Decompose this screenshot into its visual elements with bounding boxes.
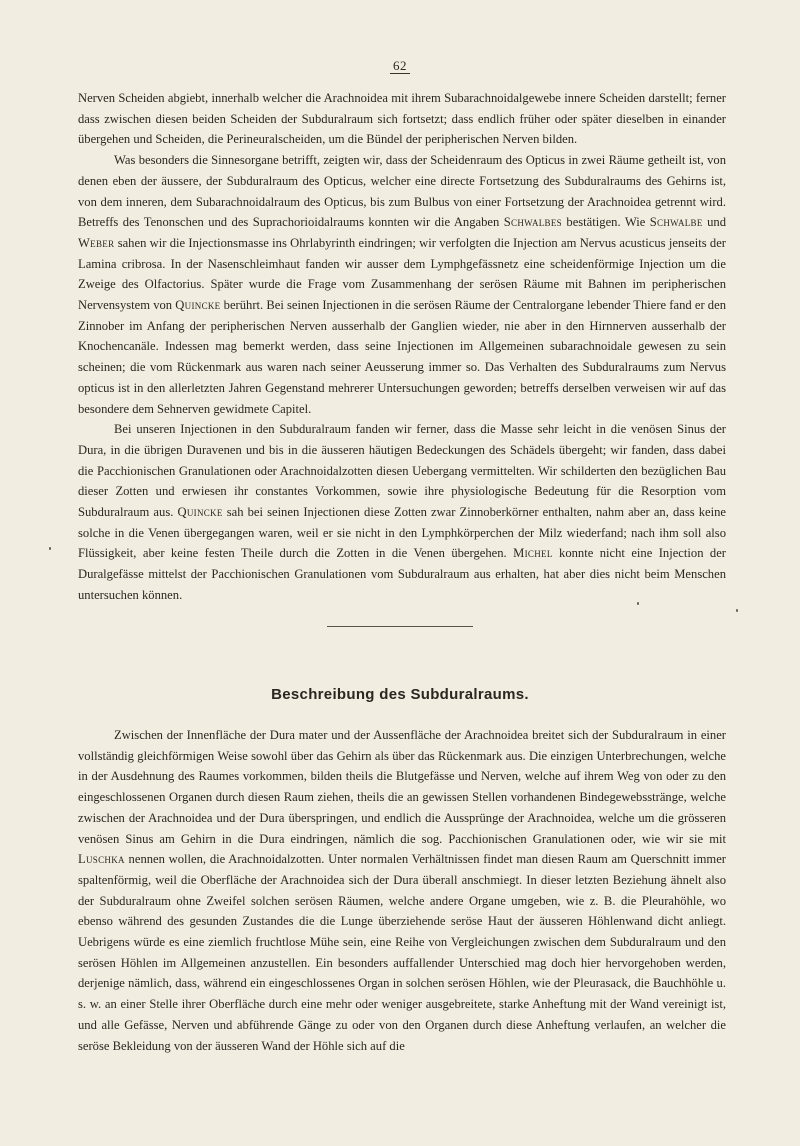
author-ref-michel: Michel (513, 546, 553, 561)
paragraph-subduralraum: Zwischen der Innenfläche der Dura mater und der Aussenfläche der Arachnoidea breitet sich der Subduralraum in einer vollständig gleichförmigen Weise sowohl über das Gehirn als über das Rückenmark aus. Die einzigen Unterbrechungen, welche in der Ausdehnung des Raumes vorkommen, bilden theils die Blutgefässe und Nerven, welche auf ihrem Weg von oder zu den eingeschlossenen Organen durch diesen Raum ziehen, theils die an gewissen Stellen vorhandenen Bindegewebsstränge, welche zwischen der Arachnoidea und der Dura überspringen, und endlich die Aussprünge der Arachnoidea, welche um die grösseren venösen Sinus am Gehirn in die Dura eindringen, nämlich die sog. Pacchionischen Granulationen oder, wie wir sie mit Luschka nennen wollen, die Arachnoidalzotten. Unter normalen Verhältnissen findet man diesen Raum am Querschnitt immer spaltenförmig, weil die Oberfläche der Arachnoidea sich der Dura überall anschmiegt. In dieser letzten Beziehung ähnelt also der Subduralraum ohne Zweifel solchen serösen Räumen, welche andere Organe umgeben, wie z. B. die Pleurahöhle, wo ebenso während des gesunden Zustandes die die Lunge überziehende seröse Haut der äusseren Höhlenwand dicht anliegt. Uebrigens würde es eine ziemlich fruchtlose Mühe sein, eine Reihe von Vergleichungen zwischen dem Subduralraum und den serösen Höhlen im Allgemeinen anzustellen. Ein besonders auffallender Unterschied mag doch hier hervorgehoben werden, derjenige nämlich, dass, während ein eingeschlossenes Organ in solchen serösen Höhlen, wie der Pleurasack, die Bauchhöhle u. s. w. an einer Stelle ihrer Oberfläche durch eine mehr oder weniger ausgebreitete, starke Anheftung mit der Wand vereinigt ist, und alle Gefässe, Nerven und abführende Gänge zu oder von den Organen durch diese Anheftung verlaufen, an welcher die seröse Bekleidung von der äusseren Wand der Höhle sich auf die (78, 728, 726, 1053)
paper-speck (736, 609, 738, 612)
page-number: 62 (0, 58, 800, 74)
paragraph-sinnesorgane: Was besonders die Sinnesorgane betrifft, zeigten wir, dass der Scheidenraum des Opticus in zwei Räume getheilt ist, von denen eben der äussere, der Subduralraum des Opticus, welcher eine directe Fortsetzung des Subduralraums des Gehirns ist, von dem inneren, dem Subarachnoidalraum des Opticus, bis zum Bulbus von einer Fortsetzung der Arachnoidea getrennt wird. Betreffs des Tenonschen und des Suprachorioidalraums konnten wir die Angaben Schwalbes bestätigen. Wie Schwalbe und Weber sahen wir die Injectionsmasse ins Ohrlabyrinth eindringen; wir verfolgten die Injection am Nervus acusticus jenseits der Lamina cribrosa. In der Nasenschleimhaut fanden wir ausser dem Lymphgefässnetz eine scheidenförmige Injection um die Zweige des Olfactorius. Später wurde die Frage vom Zusammenhang der serösen Räume mit Bahnen im peripherischen Nervensystem von Quincke berührt. Bei seinen Injectionen in die serösen Räume der Centralorgane lebender Thiere fand er den Zinnober im Anfang der peripherischen Nerven ausserhalb der Ganglien wieder, nie aber in den Hirnnerven ausserhalb der Knochencanäle. Indessen mag bemerkt werden, dass seine Injectionen im Allgemeinen subarachnoidale gewesen zu sein scheinen; die vom Rückenmark aus waren nach seiner Aeusserung immer so. Das Verhalten des Subduralraums zum Nervus opticus ist in den allerletzten Jahren Gegenstand mehrerer Untersuchungen geworden; betreffs derselben verweisen wir auf das besondere dem Sehnerven gewidmete Capitel. (78, 153, 726, 416)
paper-speck (637, 602, 639, 605)
author-ref-weber: Weber (78, 235, 115, 250)
paper-speck (49, 547, 51, 550)
author-ref-quincke-2: Quincke (177, 505, 223, 520)
section-divider (327, 626, 473, 627)
section-heading: Beschreibung des Subduralraums. (271, 686, 529, 703)
author-ref-schwalbes: Schwalbes (503, 215, 562, 230)
text-block-bottom (78, 725, 726, 1056)
author-ref-quincke: Quincke (175, 298, 221, 313)
author-ref-schwalbe: Schwalbe (649, 215, 703, 230)
text-block-top (78, 88, 726, 606)
paragraph-injectionen: Bei unseren Injectionen in den Subduralraum fanden wir ferner, dass die Masse sehr leicht in die venösen Sinus der Dura, in die übrigen Duravenen und bis in die äusseren häutigen Bedeckungen des Schädels übergeht; wir fanden, dass dabei die Pacchionischen Granulationen oder Arachnoidalzotten diesen Uebergang vermittelten. Wir schilderten den bezüglichen Bau dieser Zotten und erwiesen ihr constantes Vorkommen, sowie ihre physiologische Bedeutung für die Resorption vom Subduralraum aus. Quincke sah bei seinen Injectionen diese Zotten zwar Zinnoberkörner enthalten, nahm aber an, dass keine solche in die Venen übergegangen waren, weil er sie nicht in den Lymphkörperchen der Milz wiederfand; nach ihm soll also Flüssigkeit, aber keine festen Theile durch die Zotten in die Venen übergehen. Michel konnte nicht eine Injection der Duralgefässe mittelst der Pacchionischen Granulationen vom Subduralraum aus erhalten, hat aber dies nicht beim Menschen untersuchen können. (78, 422, 726, 602)
author-ref-luschka: Luschka (78, 852, 125, 867)
paragraph-continuation: Nerven Scheiden abgiebt, innerhalb welcher die Arachnoidea mit ihrem Subarachnoidalgewebe innere Scheiden darstellt; ferner dass zwischen diesen beiden Scheiden der Subduralraum sich fortsetzt; dass endlich früher oder später dieselben in einander übergehen und Scheiden, die Perineuralscheiden, um die Bündel der peripherischen Nerven bilden. (78, 91, 726, 147)
